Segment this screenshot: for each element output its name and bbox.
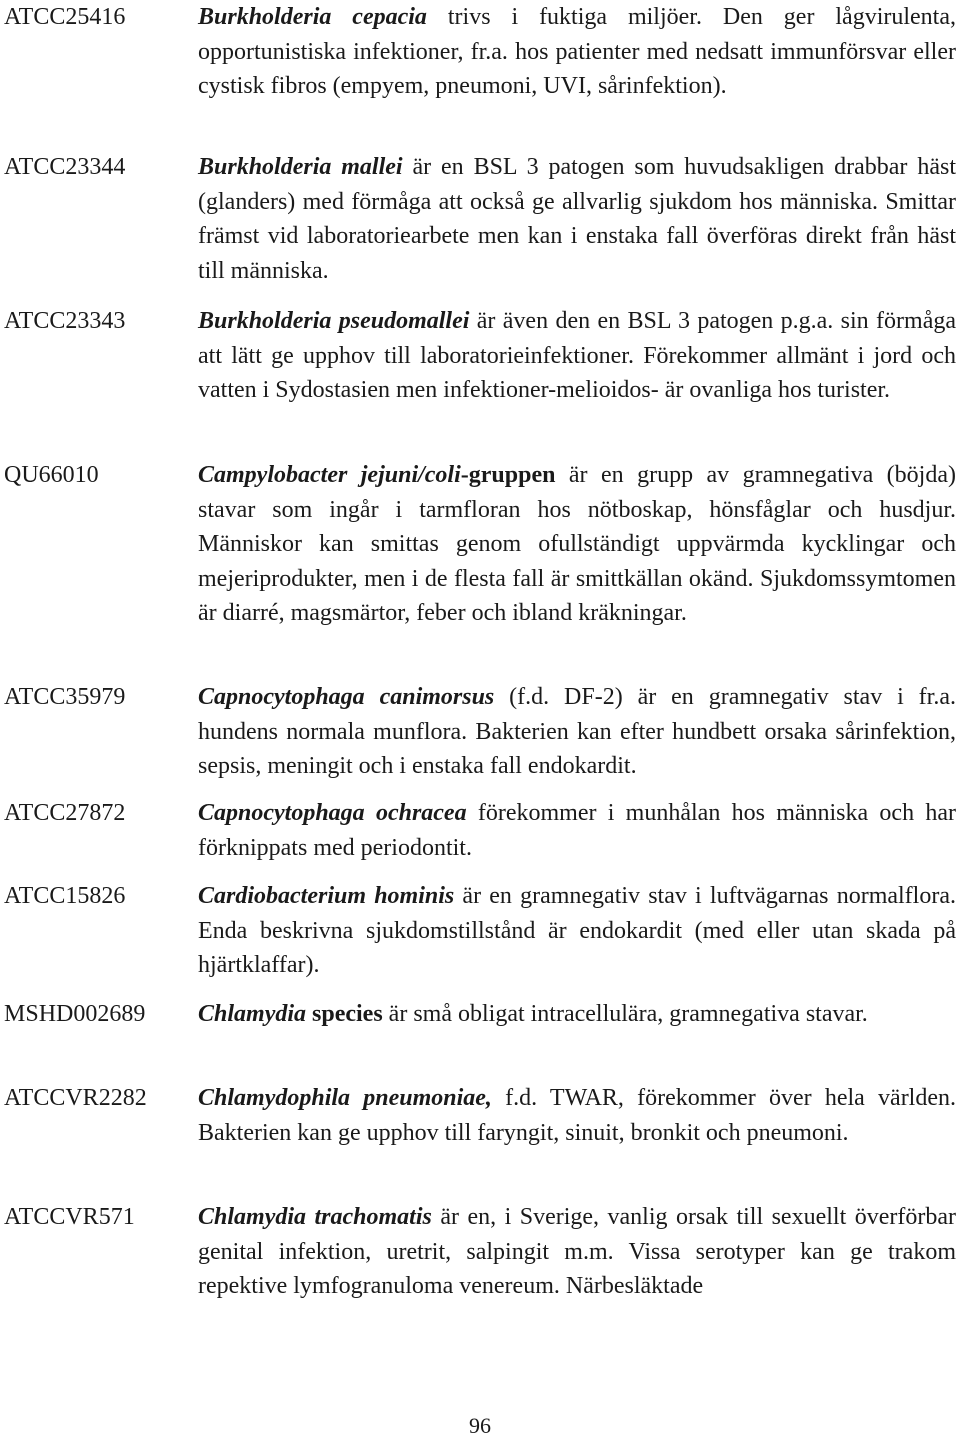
description-text: (f.d. DF-2) är en gramnegativ stav i fr.a. hundens normala munflora. Bakterien kan efter hundbett orsaka sårinfektion, sepsis, meningit och i enstaka fall endokardit. (198, 684, 956, 779)
species-name: Chlamydia trachomatis (198, 1204, 432, 1230)
description-text: är en grupp av gramnegativa (böjda) stavar som ingår i tarmfloran hos nötboskap, hönsfåglar och husdjur. Människor kan smittas genom ofullständigt uppvärmda kycklingar och mejeriprodukter, men i de flesta fall är smittkällan okänd. Sjukdomssymtomen är diarré, magsmärtor, feber och ibland kräkningar. (198, 462, 956, 626)
organism-description (198, 304, 956, 408)
species-name: Cardiobacterium hominis (198, 883, 455, 909)
strain-code: ATCC23343 (4, 308, 126, 334)
species-name: Capnocytophaga canimorsus (198, 684, 495, 710)
strain-code: ATCC15826 (4, 883, 126, 909)
organism-description (198, 150, 956, 288)
species-name: Chlamydophila pneumoniae, (198, 1085, 492, 1111)
species-name: Burkholderia cepacia (198, 4, 427, 30)
strain-code: MSHD002689 (4, 1001, 146, 1027)
description-text: är en BSL 3 patogen som huvudsakligen drabbar häst (glanders) med förmåga att också ge allvarlig sjukdom hos människa. Smittar främst vid laboratoriearbete men kan i enstaka fall överföras direkt från häst till människa. (198, 154, 956, 284)
strain-code: ATCCVR571 (4, 1204, 135, 1230)
strain-code: ATCCVR2282 (4, 1085, 147, 1111)
species-suffix: species (306, 1001, 383, 1027)
organism-description (198, 879, 956, 983)
strain-code: ATCC25416 (4, 4, 126, 30)
species-name: Burkholderia pseudomallei (198, 308, 470, 334)
strain-code: ATCC27872 (4, 800, 126, 826)
species-name: Chlamydia (198, 1001, 307, 1027)
description-text: förekommer i munhålan hos människa och har förknippats med periodontit. (198, 800, 956, 861)
organism-description (198, 1081, 956, 1150)
page-number: 96 (469, 1413, 491, 1438)
organism-description (198, 997, 956, 1032)
description-text: trivs i fuktiga miljöer. Den ger lågvirulenta, opportunistiska infektioner, fr.a. hos patienter med nedsatt immunförsvar eller cystisk fibros (empyem, pneumoni, UVI, sårinfektion). (198, 4, 957, 99)
description-text: f.d. TWAR, förekommer över hela världen. Bakterien kan ge upphov till faryngit, sinuit, bronkit och pneumoni. (198, 1085, 956, 1146)
organism-description (198, 458, 956, 631)
organism-description (198, 1200, 956, 1304)
strain-code: QU66010 (4, 462, 99, 488)
organism-description (198, 0, 956, 104)
organism-description (198, 796, 956, 865)
species-name: Burkholderia mallei (198, 154, 403, 180)
description-text: är en gramnegativ stav i luftvägarnas normalflora. Enda beskrivna sjukdomstillstånd är endokardit (med eller utan skada på hjärtklaffar). (198, 883, 956, 978)
description-text: är små obligat intracellulära, gramnegativa stavar. (382, 1001, 868, 1027)
species-name: Campylobacter jejuni/coli (198, 462, 461, 488)
description-text: är en, i Sverige, vanlig orsak till sexuellt överförbar genital infektion, uretrit, salpingit m.m. Vissa serotyper kan ge trakom repektive lymfogranuloma venereum. Närbesläktade (198, 1204, 956, 1299)
species-name: Capnocytophaga ochracea (198, 800, 467, 826)
organism-description (198, 680, 956, 784)
description-text: är även den en BSL 3 patogen p.g.a. sin förmåga att lätt ge upphov till laboratorieinfektioner. Förekommer allmänt i jord och vatten i Sydostasien men infektioner-melioidos- är ovanliga hos turister. (198, 308, 956, 403)
strain-code: ATCC23344 (4, 154, 126, 180)
species-suffix: -gruppen (460, 462, 556, 488)
strain-code: ATCC35979 (4, 684, 126, 710)
